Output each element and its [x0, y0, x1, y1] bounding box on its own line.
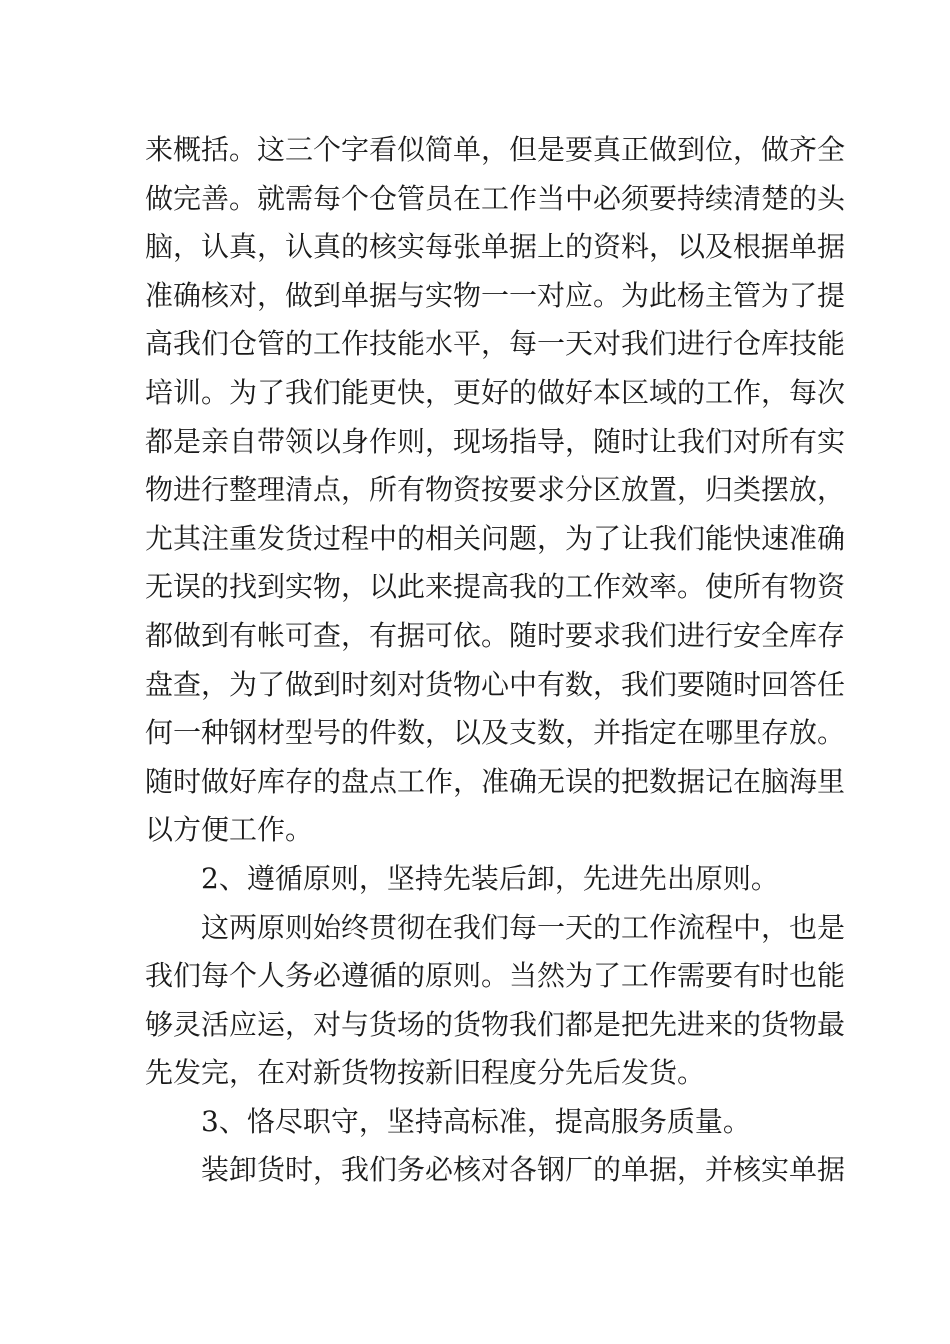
text-line: 来概括。这三个字看似简单，但是要真正做到位，做齐全: [145, 133, 846, 166]
text-line: 高我们仓管的工作技能水平，每一天对我们进行仓库技能: [145, 327, 846, 361]
text-line: 随时做好库存的盘点工作，准确无误的把数据记在脑海里: [145, 764, 846, 798]
section-heading: 2、遵循原则，坚持先装后卸，先进先出原则。: [201, 861, 779, 895]
text-line: 盘查，为了做到时刻对货物心中有数，我们要随时回答任: [145, 667, 846, 701]
text-line: 做完善。就需每个仓管员在工作当中必须要持续清楚的头: [145, 181, 846, 215]
text-line: 何一种钢材型号的件数，以及支数，并指定在哪里存放。: [145, 716, 846, 750]
text-line: 够灵活应运，对与货场的货物我们都是把先进来的货物最: [145, 1007, 846, 1041]
text-line: 培训。为了我们能更快，更好的做好本区域的工作，每次: [145, 375, 846, 409]
text-line: 准确核对，做到单据与实物一一对应。为此杨主管为了提: [145, 278, 846, 312]
text-line: 尤其注重发货过程中的相关问题，为了让我们能快速准确: [145, 521, 846, 555]
text-line: 无误的找到实物，以此来提高我的工作效率。使所有物资: [145, 570, 846, 604]
body-text: [145, 126, 846, 1195]
text-line: 以方便工作。: [145, 813, 314, 847]
text-line: 这两原则始终贯彻在我们每一天的工作流程中，也是: [201, 910, 846, 944]
text-line: 都是亲自带领以身作则，现场指导，随时让我们对所有实: [145, 424, 846, 458]
text-line: 装卸货时，我们务必核对各钢厂的单据，并核实单据: [201, 1153, 846, 1187]
text-line: 物进行整理清点，所有物资按要求分区放置，归类摆放，: [145, 473, 846, 507]
text-line: 都做到有帐可查，有据可依。随时要求我们进行安全库存: [145, 618, 846, 652]
section-heading: 3、恪尽职守，坚持高标准，提高服务质量。: [201, 1104, 751, 1138]
text-line: 先发完，在对新货物按新旧程度分先后发货。: [145, 1056, 706, 1090]
text-line: 脑，认真，认真的核实每张单据上的资料，以及根据单据: [145, 230, 846, 264]
text-line: 我们每个人务必遵循的原则。当然为了工作需要有时也能: [145, 959, 846, 993]
